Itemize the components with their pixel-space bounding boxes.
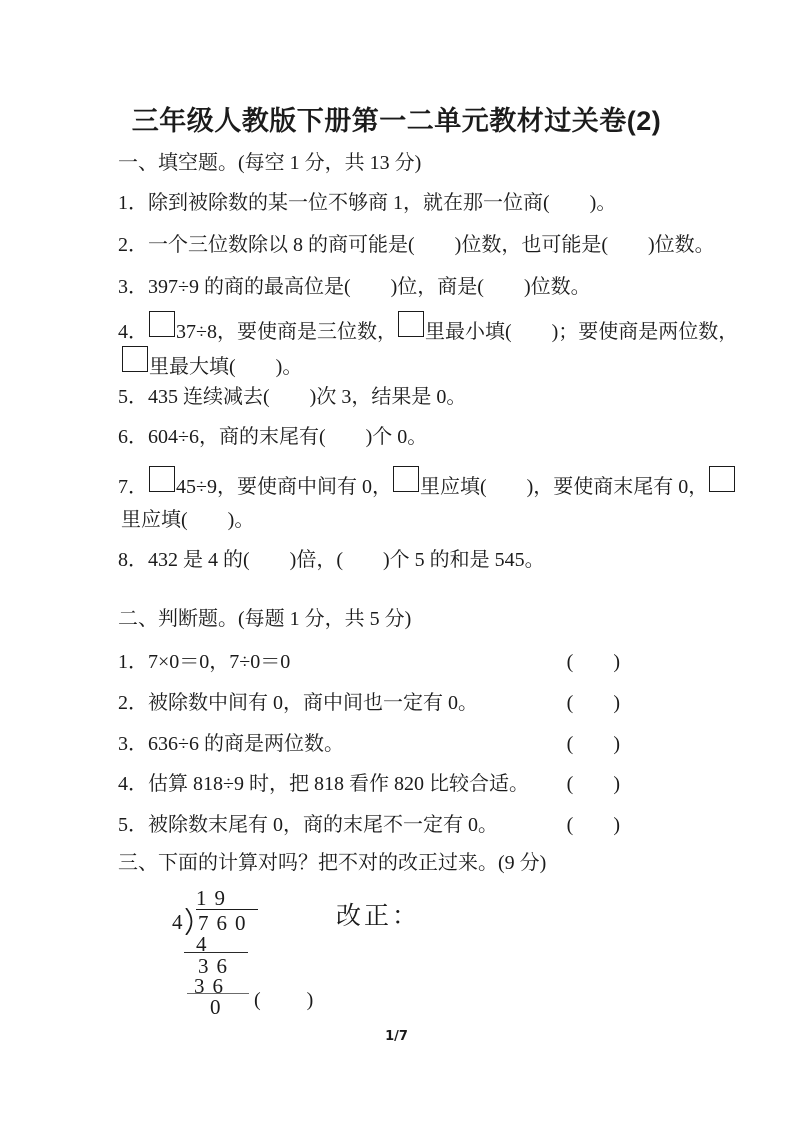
judgment-3-number: 3． bbox=[118, 733, 148, 755]
page-title: 三年级人教版下册第一二单元教材过关卷(2) bbox=[131, 106, 662, 136]
judgment-5-number: 5． bbox=[118, 814, 148, 836]
question-2-number: 2． bbox=[118, 234, 148, 256]
question-7-text-1: 45÷9，要使商中间有 0， bbox=[176, 476, 392, 498]
division-step-3: 36 bbox=[194, 974, 231, 998]
judgment-2 bbox=[118, 690, 620, 717]
question-5 bbox=[118, 384, 466, 411]
question-8 bbox=[118, 547, 545, 574]
fill-blank-box bbox=[398, 311, 424, 337]
question-7-number: 7． bbox=[118, 476, 148, 498]
judgment-1-answer-blank: ( ) bbox=[566, 651, 620, 673]
question-6 bbox=[118, 424, 427, 451]
question-1-text: 除到被除数的某一位不够商 1，就在那一位商( )。 bbox=[148, 192, 617, 214]
division-quotient: 19 bbox=[196, 886, 233, 910]
question-4-line2 bbox=[121, 346, 302, 381]
question-7-text-3: 里应填( )。 bbox=[121, 509, 255, 531]
page-number: 1/7 bbox=[385, 1029, 408, 1044]
question-4-line1 bbox=[118, 311, 738, 346]
judgment-5 bbox=[118, 812, 620, 839]
question-6-number: 6． bbox=[118, 426, 148, 448]
fill-blank-box bbox=[149, 466, 175, 492]
division-rule-1 bbox=[184, 952, 248, 953]
judgment-1 bbox=[118, 649, 620, 676]
question-4-text-3: 里最大填( )。 bbox=[149, 356, 303, 378]
division-rule-2 bbox=[187, 993, 249, 994]
question-4-text-2: 里最小填( )；要使商是两位数， bbox=[424, 321, 739, 343]
question-4-number: 4． bbox=[118, 321, 148, 343]
question-1 bbox=[118, 190, 616, 217]
question-7-line1 bbox=[118, 466, 736, 501]
question-8-text: 432 是 4 的( )倍，( )个 5 的和是 545。 bbox=[148, 549, 545, 571]
section3-heading: 三、下面的计算对吗？把不对的改正过来。(9 分) bbox=[118, 852, 547, 874]
judgment-3-text: 3．636÷6 的商是两位数。 bbox=[118, 733, 344, 755]
division-remainder: 0 bbox=[210, 995, 229, 1019]
question-2 bbox=[118, 232, 715, 259]
judgment-2-text: 2．被除数中间有 0，商中间也一定有 0。 bbox=[118, 692, 478, 714]
judgment-4 bbox=[118, 771, 620, 798]
question-4-text-1: 37÷8，要使商是三位数， bbox=[176, 321, 397, 343]
judgment-2-answer-blank: ( ) bbox=[566, 692, 620, 714]
section2-heading: 二、判断题。(每题 1 分，共 5 分) bbox=[118, 608, 412, 630]
judgment-3-answer-blank: ( ) bbox=[566, 733, 620, 755]
fill-blank-box bbox=[149, 311, 175, 337]
judgment-5-answer-blank: ( ) bbox=[566, 814, 620, 836]
question-3-text: 397÷9 的商的最高位是( )位，商是( )位数。 bbox=[148, 276, 591, 298]
judgment-1-number: 1． bbox=[118, 651, 148, 673]
fill-blank-box bbox=[122, 346, 148, 372]
judgment-4-number: 4． bbox=[118, 773, 148, 795]
question-3 bbox=[118, 274, 591, 301]
judgment-3 bbox=[118, 731, 620, 758]
question-1-number: 1． bbox=[118, 192, 148, 214]
division-divisor: 4 bbox=[172, 910, 183, 934]
question-6-text: 604÷6，商的末尾有( )个 0。 bbox=[148, 426, 428, 448]
question-8-number: 8． bbox=[118, 549, 148, 571]
fill-blank-box bbox=[709, 466, 735, 492]
division-step-2: 36 bbox=[198, 954, 235, 978]
division-judge-blank: ( ) bbox=[254, 989, 316, 1011]
division-dividend: 760 bbox=[196, 909, 258, 934]
fill-blank-box bbox=[393, 466, 419, 492]
judgment-1-text: 1．7×0＝0，7÷0＝0 bbox=[118, 651, 291, 673]
judgment-4-text: 4．估算 818÷9 时，把 818 看作 820 比较合适。 bbox=[118, 773, 529, 795]
question-5-text: 435 连续减去( )次 3，结果是 0。 bbox=[148, 386, 467, 408]
question-3-number: 3． bbox=[118, 276, 148, 298]
judgment-5-text: 5．被除数末尾有 0，商的末尾不一定有 0。 bbox=[118, 814, 498, 836]
judgment-2-number: 2． bbox=[118, 692, 148, 714]
question-7-line2 bbox=[121, 507, 254, 534]
question-5-number: 5． bbox=[118, 386, 148, 408]
section1-heading: 一、填空题。(每空 1 分，共 13 分) bbox=[118, 152, 422, 174]
correction-label: 改正： bbox=[336, 903, 421, 930]
question-7-text-2: 里应填( )，要使商末尾有 0， bbox=[419, 476, 709, 498]
question-2-text: 一个三位数除以 8 的商可能是( )位数，也可能是( )位数。 bbox=[148, 234, 715, 256]
division-step-1: 4 bbox=[196, 932, 215, 956]
judgment-4-answer-blank: ( ) bbox=[566, 773, 620, 795]
